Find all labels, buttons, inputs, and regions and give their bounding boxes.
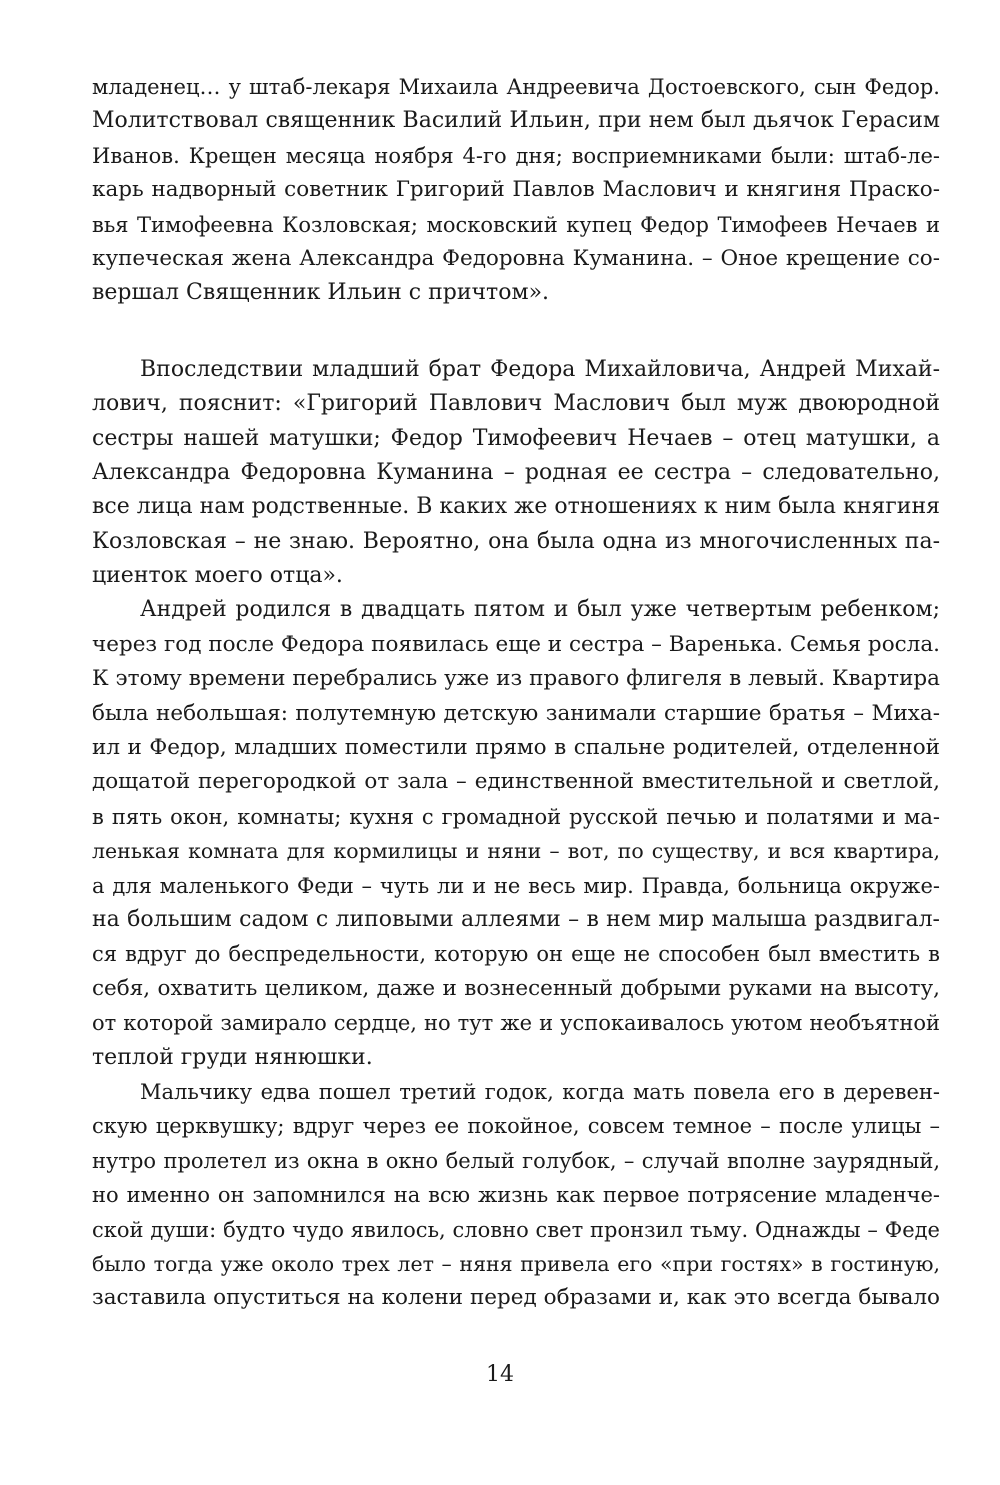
text-line: от которой замирало сердце, но тут же и успокаивалось уютом необъятной xyxy=(92,1011,940,1036)
text-line: младенец… у штаб-лекаря Михаила Андреевича Достоевского, сын Федор. xyxy=(92,75,940,99)
text-line: через год после Федора появилась еще и сестра – Варенька. Семья росла. xyxy=(92,631,940,657)
text-line: К этому времени перебрались уже из правого флигеля в левый. Квартира xyxy=(92,666,940,692)
text-line: купеческая жена Александра Федоровна Куманина. – Оное крещение со- xyxy=(92,245,940,271)
text-line: скую церквушку; вдруг через ее покойное, совсем темное – после улицы – xyxy=(92,1114,940,1139)
text-line: теплой груди нянюшки. xyxy=(92,1044,373,1070)
paragraph-4 xyxy=(92,1075,940,1316)
text-line: Молитствовал священник Василий Ильин, при нем был дьячок Герасим xyxy=(92,108,940,134)
text-line: карь надворный советник Григорий Павлов Маслович и княгиня Праско- xyxy=(92,177,940,203)
text-line: заставила опуститься на колени перед образами и, как это всегда бывало xyxy=(92,1285,940,1311)
text-line: себя, охватить целиком, даже и вознесенный добрыми руками на высоту, xyxy=(92,975,940,1001)
text-line: циенток моего отца». xyxy=(92,563,343,589)
text-line: нутро пролетел из окна в окно белый голубок, – случай вполне заурядный, xyxy=(92,1148,940,1173)
paragraph-3 xyxy=(92,593,940,1074)
paragraph-1 xyxy=(92,70,940,311)
text-line: а для маленького Феди – чуть ли и не весь мир. Правда, больница окруже- xyxy=(92,873,940,898)
text-line: Козловская – не знаю. Вероятно, она была одна из многочисленных па- xyxy=(92,528,940,554)
page-number: 14 xyxy=(486,1362,514,1387)
text-line: Андрей родился в двадцать пятом и был уже четвертым ребенком; xyxy=(140,597,940,623)
text-line: Впоследствии младший брат Федора Михайловича, Андрей Михай- xyxy=(140,356,940,382)
text-line: на большим садом с липовыми аллеями – в нем мир малыша раздвигал- xyxy=(92,906,940,932)
text-line: в пять окон, комнаты; кухня с громадной русской печью и полатями и ма- xyxy=(92,804,940,829)
text-line: Александра Федоровна Куманина – родная ее сестра – следовательно, xyxy=(92,459,940,485)
text-line: дощатой перегородкой от зала – единственной вместительной и светлой, xyxy=(92,769,940,795)
text-line: лович, пояснит: «Григорий Павлович Маслович был муж двоюродной xyxy=(92,391,940,417)
text-line: Иванов. Крещен месяца ноября 4-го дня; восприемниками были: штаб-ле- xyxy=(92,143,940,168)
page-body xyxy=(92,70,940,1316)
text-line: вья Тимофеевна Козловская; московский купец Федор Тимофеев Нечаев и xyxy=(92,212,940,237)
text-line: Мальчику едва пошел третий годок, когда мать повела его в деревен- xyxy=(140,1079,940,1104)
text-line: было тогда уже около трех лет – няня привела его «при гостях» в гостиную, xyxy=(92,1251,940,1276)
text-line: ской души: будто чудо явилось, словно свет пронзил тьму. Однажды – Феде xyxy=(92,1217,940,1242)
text-line: была небольшая: полутемную детскую занимали старшие братья – Миха- xyxy=(92,700,940,726)
paragraph-2 xyxy=(92,353,940,594)
text-line: ся вдруг до беспредельности, которую он еще не способен был вместить в xyxy=(92,942,940,967)
text-line: ил и Федор, младших поместили прямо в спальне родителей, отделенной xyxy=(92,735,940,761)
paragraph-gap xyxy=(92,311,940,353)
text-line: сестры нашей матушки; Федор Тимофеевич Нечаев – отец матушки, а xyxy=(92,425,940,451)
text-line: но именно он запомнился на всю жизнь как первое потрясение младенче- xyxy=(92,1183,940,1208)
text-line: все лица нам родственные. В каких же отношениях к ним была княгиня xyxy=(92,494,940,520)
text-line: ленькая комната для кормилицы и няни – вот, по существу, и вся квартира, xyxy=(92,839,940,864)
text-line: вершал Священник Ильин с причтом». xyxy=(92,280,550,306)
